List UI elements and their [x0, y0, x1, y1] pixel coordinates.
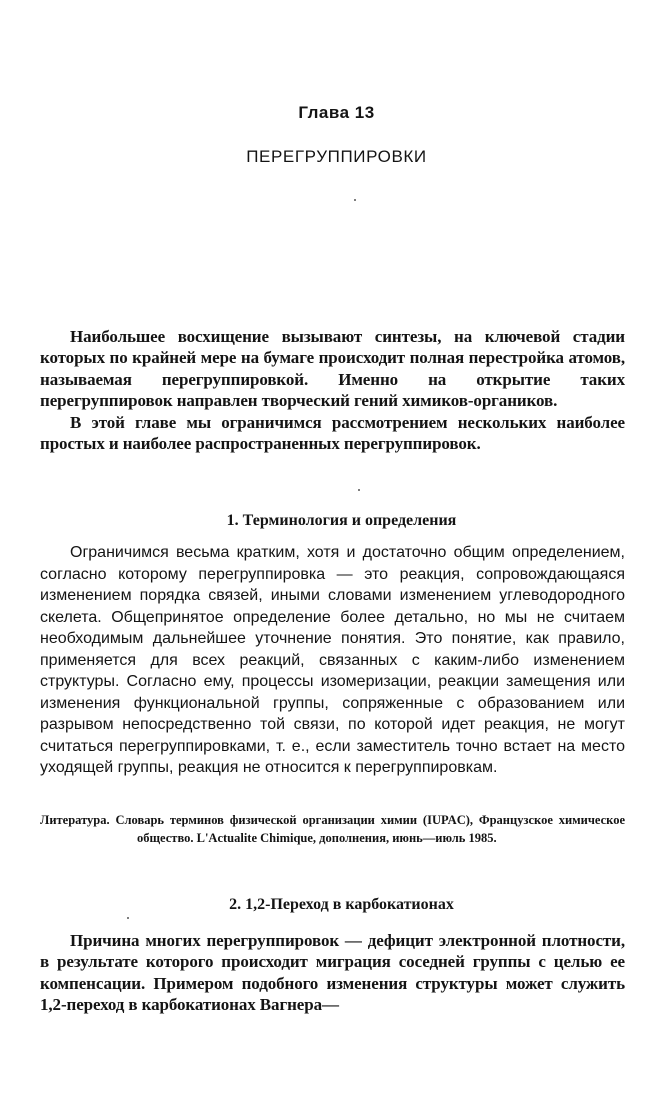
- section-2-paragraph: Причина многих перегруппировок — дефицит электронной плотности, в результате которого происходит миграция соседней группы с целью ее компенсации. Примером подобного изменения структуры может служить 1,2-переход в карбокатионах Вагнера—: [40, 931, 625, 1015]
- chapter-title: ПЕРЕГРУППИРОВКИ: [246, 147, 427, 166]
- print-speck: [127, 917, 129, 919]
- section-1-block: [40, 542, 625, 779]
- section-1-heading: 1. Терминология и определения: [226, 512, 457, 529]
- literature-note: [40, 812, 625, 847]
- intro-paragraph-2: В этой главе мы ограничимся рассмотрением нескольких наиболее простых и наиболее распространенных перегруппировок.: [40, 412, 625, 454]
- intro-paragraph-1: Наибольшее восхищение вызывают синтезы, на ключевой стадии которых по крайней мере на бумаге происходит полная перестройка атомов, называемая перегруппировкой. Именно на открытие таких перегруппировок направлен творческий гений химиков-органиков.: [40, 327, 625, 411]
- section-2-block: [40, 930, 625, 1016]
- print-speck: [354, 199, 356, 201]
- literature-label: Литература.: [40, 813, 110, 827]
- chapter-label: Глава 13: [298, 103, 375, 122]
- literature-text: Словарь терминов физической организации химии (IUPAC), Французское химическое общество. L'Actualite Chimique, дополнения, июнь—июль 1985.: [115, 813, 626, 845]
- section-2-heading: 2. 1,2-Переход в карбокатионах: [229, 896, 454, 913]
- intro-block: [40, 326, 625, 454]
- print-speck: [358, 489, 360, 491]
- section-1-paragraph: Ограничимся весьма кратким, хотя и достаточно общим определением, согласно которому перегруппировка — это реакция, сопровождающаяся изменением порядка связей, иными словами изменением углеводородного скелета. Общепринятое определение более детально, но мы не считаем необходимым дальнейшее уточнение понятия. Это понятие, как правило, применяется для всех реакций, связанных с каким-либо изменением структуры. Согласно ему, процессы изомеризации, реакции замещения или изменения функциональной группы, сопряженные с образованием или разрывом непосредственно той связи, по которой идет реакция, не могут считаться перегруппировками, т. е., если заместитель точно встает на место уходящей группы, реакция не относится к перегруппировкам.: [40, 544, 625, 776]
